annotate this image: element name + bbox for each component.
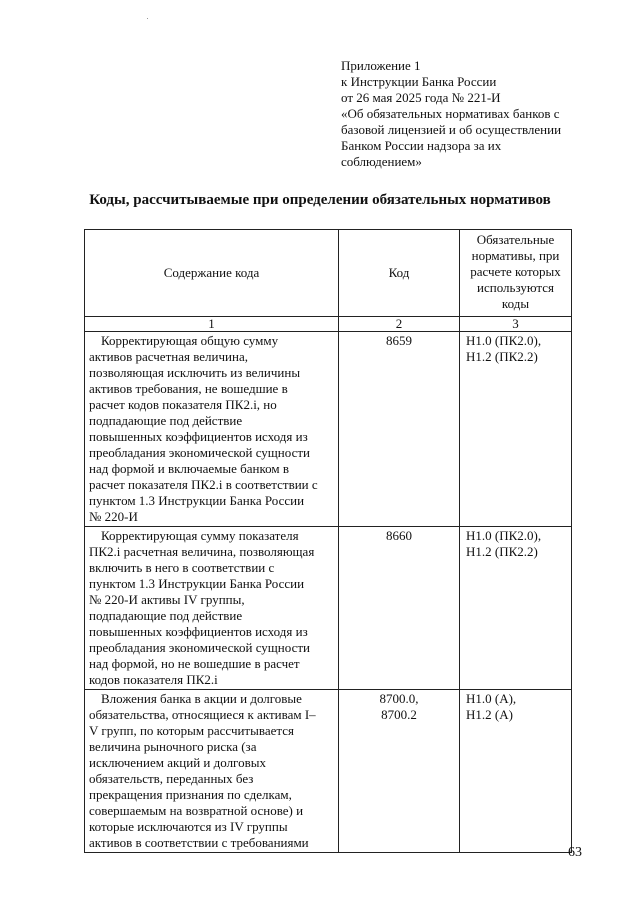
code-value-cell [339,332,460,527]
table-row [85,690,572,853]
header-norms-line: используются коды [477,280,554,311]
code-content-line: пунктом 1.3 Инструкции Банка России [89,493,305,508]
code-value: 8660 [386,528,412,543]
document-title: Коды, рассчитываемые при определении обязательных нормативов [89,192,551,208]
code-content-cell [85,690,339,853]
code-content-line: V групп, по которым рассчитывается [89,723,294,738]
appendix-line: Приложение 1 [341,58,421,73]
scan-speck [147,18,148,19]
code-content-line: включить в него в соответствии с [89,560,275,575]
code-value-cell [339,527,460,690]
code-content-line: активов в соответствии с требованиями [89,835,309,850]
code-content-line: ПК2.i расчетная величина, позволяющая [89,544,315,559]
norm-value: Н1.2 (ПК2.2) [466,544,538,559]
code-content-line: активов расчетная величина, [89,349,248,364]
code-content-line: которые исключаются из IV группы [89,819,288,834]
codes-table [84,229,572,853]
code-content-line: Корректирующая сумму показателя [101,528,299,543]
code-content-line: над формой и включаемые банком в [89,461,290,476]
code-content-line: кодов показателя ПК2.i [89,672,218,687]
code-content-line: совершаемым на возвратной основе) и [89,803,304,818]
column-number-2: 2 [339,317,460,332]
norms-cell [460,690,572,853]
code-content-line: повышенных коэффициентов исходя из [89,624,308,639]
code-value: 8700.0, [379,691,419,706]
code-content-line: исключением акций и долговых [89,755,266,770]
appendix-line: соблюдением» [341,154,422,169]
norm-value: Н1.0 (А), [466,691,517,706]
header-norms-line: расчете которых [470,264,561,279]
code-content-line: расчет показателя ПК2.i в соответствии с [89,477,318,492]
code-content-line: позволяющая исключить из величины [89,365,301,380]
code-content-line: прекращения признания по сделкам, [89,787,292,802]
code-content-line: пунктом 1.3 Инструкции Банка России [89,576,305,591]
code-content-line: над формой, но не вошедшие в расчет [89,656,300,671]
appendix-line: Банком России надзора за их [341,138,502,153]
appendix-line: от 26 мая 2025 года № 221-И [341,90,501,105]
code-content-line: № 220-И [89,509,138,524]
code-content-cell [85,332,339,527]
table-row [85,527,572,690]
norms-cell [460,332,572,527]
appendix-header [341,58,601,170]
header-norms-line: нормативы, при [471,248,560,263]
column-number-3: 3 [460,317,572,332]
norm-value: Н1.0 (ПК2.0), [466,333,542,348]
code-content-line: расчет кодов показателя ПК2.i, но [89,397,277,412]
table-header-row [85,230,572,317]
code-value: 8659 [386,333,412,348]
header-code: Код [339,230,460,317]
norm-value: Н1.0 (ПК2.0), [466,528,542,543]
header-content: Содержание кода [85,230,339,317]
code-content-line: подпадающие под действие [89,413,243,428]
code-content-line: Корректирующая общую сумму [101,333,279,348]
code-content-cell [85,527,339,690]
code-content-line: преобладания экономической сущности [89,445,310,460]
code-content-line: обязательства, относящиеся к активам I– [89,707,316,722]
table-row [85,332,572,527]
code-content-line: подпадающие под действие [89,608,243,623]
code-content-line: преобладания экономической сущности [89,640,310,655]
code-content-line: Вложения банка в акции и долговые [101,691,302,706]
norm-value: Н1.2 (ПК2.2) [466,349,538,364]
page-number: 63 [568,845,582,860]
code-content-line: № 220-И активы IV группы, [89,592,245,607]
header-norms [460,230,572,317]
code-content-line: величина рыночного риска (за [89,739,257,754]
appendix-line: к Инструкции Банка России [341,74,497,89]
norms-cell [460,527,572,690]
appendix-line: базовой лицензией и об осуществлении [341,122,562,137]
code-content-line: обязательств, переданных без [89,771,254,786]
code-content-line: повышенных коэффициентов исходя из [89,429,308,444]
appendix-line: «Об обязательных нормативах банков с [341,106,560,121]
column-number-1: 1 [85,317,339,332]
code-value-cell [339,690,460,853]
header-norms-line: Обязательные [476,232,555,247]
column-number-row [85,317,572,332]
code-content-line: активов требования, не вошедшие в [89,381,288,396]
norm-value: Н1.2 (А) [466,707,513,722]
code-value: 8700.2 [381,707,417,722]
